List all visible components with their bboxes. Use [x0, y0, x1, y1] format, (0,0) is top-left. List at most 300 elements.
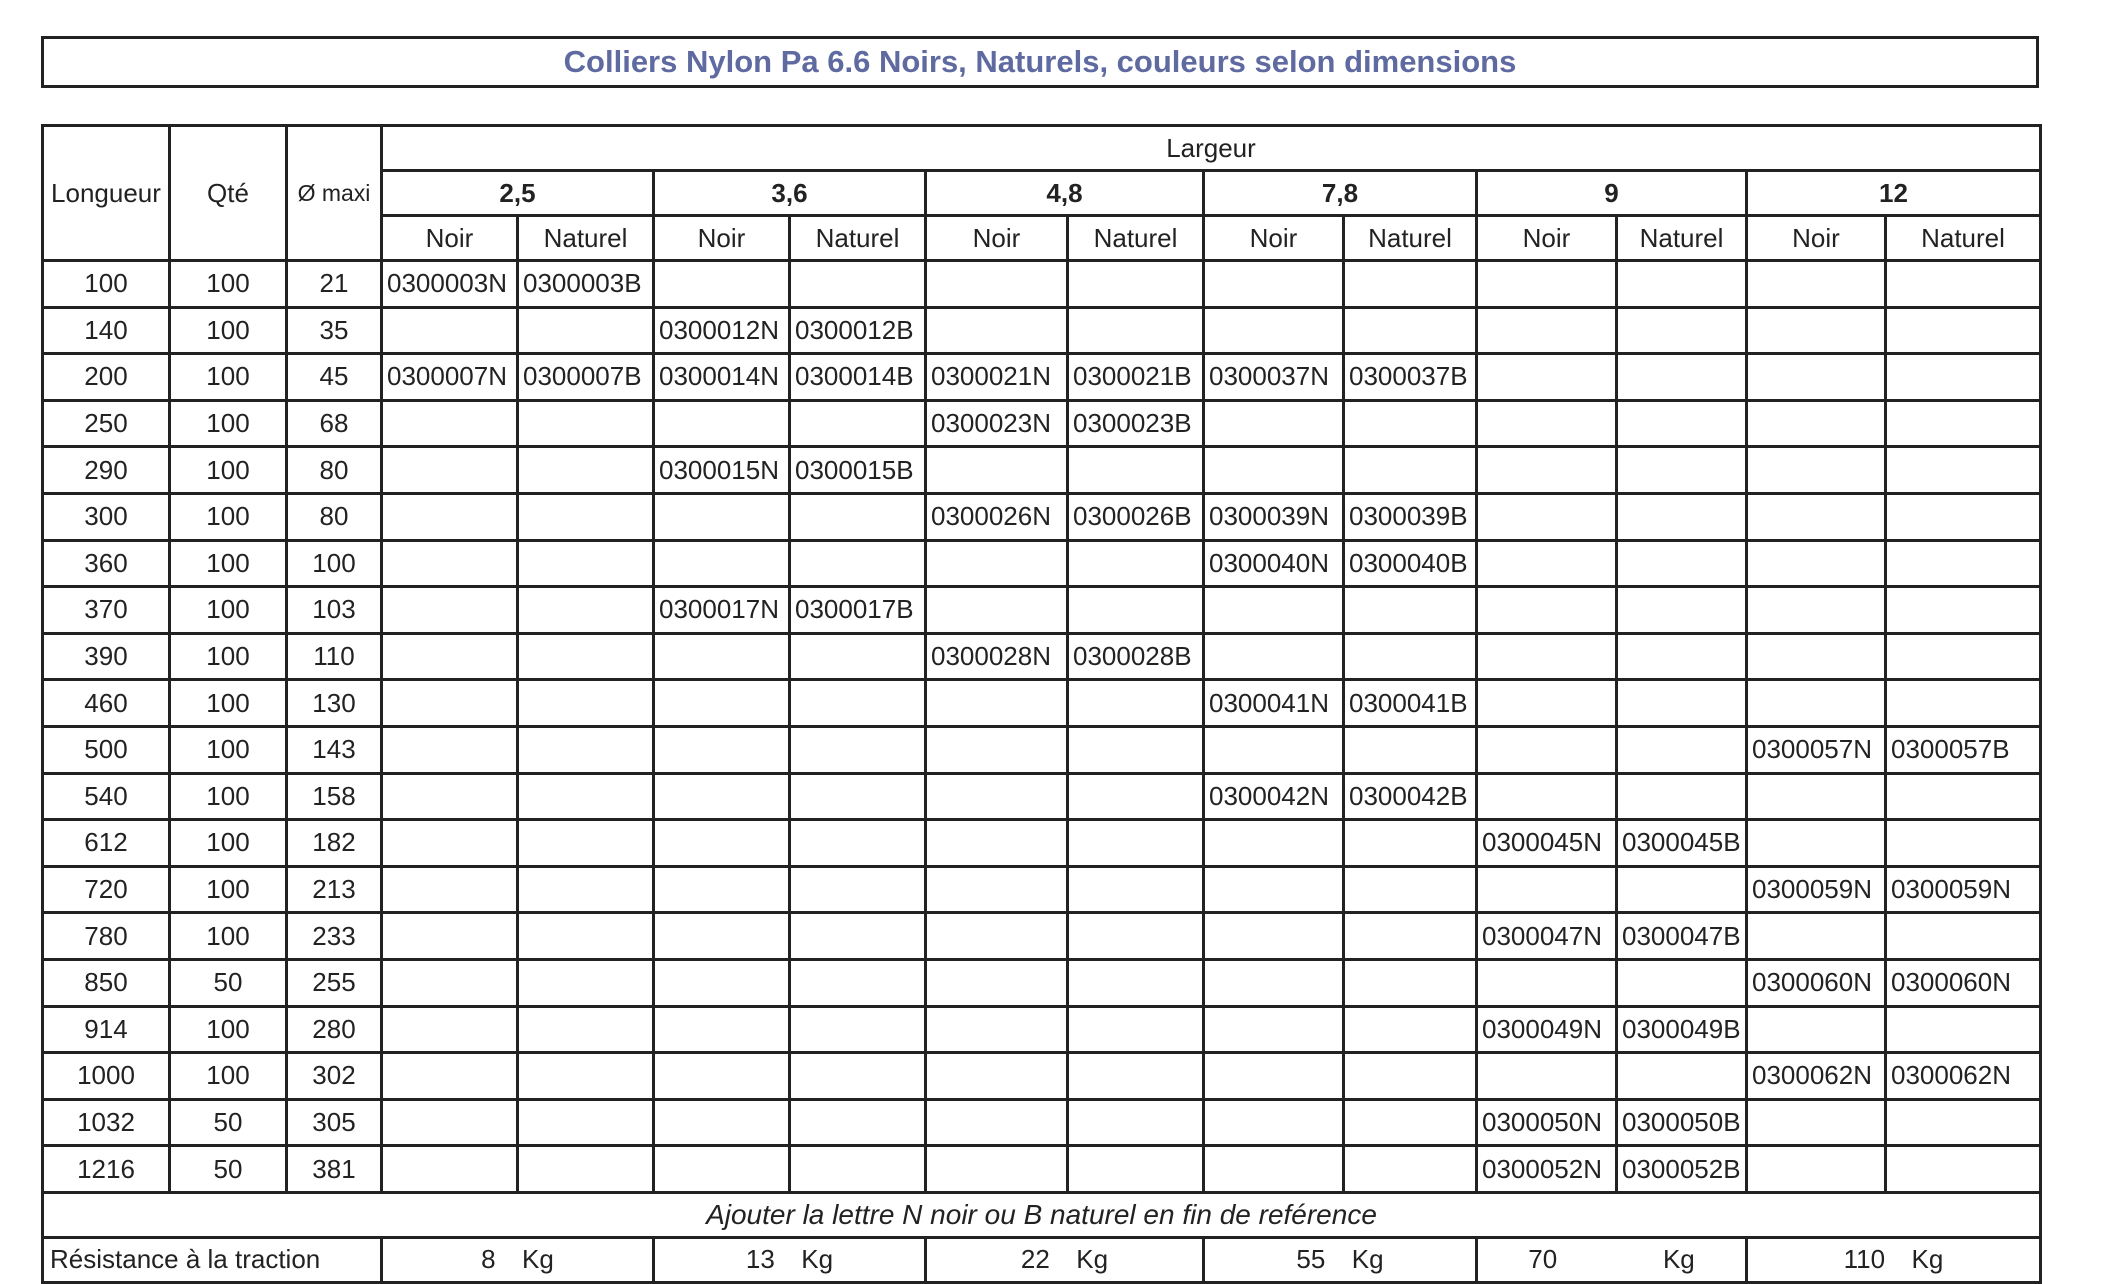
- cell-reference: 0300047B: [1617, 913, 1747, 960]
- cell-reference: [654, 493, 790, 540]
- cell-reference: 0300028B: [1068, 633, 1204, 680]
- cell-reference: [1204, 1146, 1344, 1193]
- cell-longueur: 140: [43, 307, 170, 354]
- table-row: [43, 959, 2041, 1006]
- header-qte: Qté: [170, 126, 287, 261]
- header-width: 4,8: [926, 171, 1204, 216]
- cell-reference: 0300039B: [1344, 493, 1477, 540]
- cell-reference: [1477, 680, 1617, 727]
- cell-reference: [518, 773, 654, 820]
- cell-reference: [1747, 540, 1886, 587]
- cell-reference: 0300007N: [382, 354, 518, 401]
- cell-reference: 0300062N: [1886, 1053, 2041, 1100]
- cell-reference: [518, 633, 654, 680]
- cell-reference: [1747, 587, 1886, 634]
- cell-diam: 130: [287, 680, 382, 727]
- cell-reference: [1747, 307, 1886, 354]
- cell-qte: 100: [170, 400, 287, 447]
- cell-reference: [1477, 493, 1617, 540]
- cell-reference: 0300037B: [1344, 354, 1477, 401]
- cell-longueur: 612: [43, 820, 170, 867]
- cell-reference: [1617, 680, 1747, 727]
- cell-reference: [790, 726, 926, 773]
- cell-reference: [654, 540, 790, 587]
- cell-reference: [790, 866, 926, 913]
- cell-reference: [518, 400, 654, 447]
- cell-reference: 0300062N: [1747, 1053, 1886, 1100]
- cell-reference: [926, 866, 1068, 913]
- cell-reference: [1068, 726, 1204, 773]
- cell-reference: [382, 773, 518, 820]
- cell-qte: 100: [170, 261, 287, 308]
- cell-diam: 103: [287, 587, 382, 634]
- cell-reference: [790, 400, 926, 447]
- resistance-value: 13 Kg: [654, 1237, 926, 1282]
- header-width: 7,8: [1204, 171, 1477, 216]
- table-row: [43, 1006, 2041, 1053]
- cell-reference: [1886, 773, 2041, 820]
- cell-reference: 0300028N: [926, 633, 1068, 680]
- cell-reference: [1204, 913, 1344, 960]
- table-row: [43, 307, 2041, 354]
- cell-reference: [1886, 400, 2041, 447]
- cell-qte: 100: [170, 820, 287, 867]
- cell-reference: [382, 820, 518, 867]
- cell-qte: 100: [170, 354, 287, 401]
- cell-reference: [790, 1146, 926, 1193]
- cell-qte: 100: [170, 307, 287, 354]
- table-row: [43, 493, 2041, 540]
- cell-longueur: 460: [43, 680, 170, 727]
- cell-qte: 100: [170, 913, 287, 960]
- cell-reference: 0300059N: [1886, 866, 2041, 913]
- cell-longueur: 914: [43, 1006, 170, 1053]
- cell-reference: [518, 1146, 654, 1193]
- cell-reference: [1344, 820, 1477, 867]
- cell-reference: [926, 1146, 1068, 1193]
- cell-reference: [1068, 820, 1204, 867]
- cell-reference: [790, 1053, 926, 1100]
- cell-reference: [1204, 866, 1344, 913]
- cell-reference: [1617, 1053, 1747, 1100]
- cell-reference: 0300040N: [1204, 540, 1344, 587]
- note-text: Ajouter la lettre N noir ou B naturel en fin de reférence: [43, 1192, 2041, 1237]
- cell-reference: [518, 307, 654, 354]
- cell-longueur: 1000: [43, 1053, 170, 1100]
- cell-reference: [1617, 587, 1747, 634]
- cell-reference: [518, 866, 654, 913]
- cell-reference: [1477, 1053, 1617, 1100]
- cell-reference: [382, 913, 518, 960]
- cell-reference: 0300050B: [1617, 1099, 1747, 1146]
- header-width: 9: [1477, 171, 1747, 216]
- cell-diam: 35: [287, 307, 382, 354]
- cell-longueur: 1032: [43, 1099, 170, 1146]
- cell-diam: 80: [287, 447, 382, 494]
- cell-reference: [382, 1146, 518, 1193]
- cell-reference: [1068, 587, 1204, 634]
- cell-reference: [382, 587, 518, 634]
- cell-qte: 100: [170, 587, 287, 634]
- cell-reference: [1344, 1006, 1477, 1053]
- cell-reference: [1617, 307, 1747, 354]
- cell-reference: [1886, 1006, 2041, 1053]
- cell-reference: [654, 680, 790, 727]
- cell-reference: 0300057N: [1747, 726, 1886, 773]
- cell-longueur: 780: [43, 913, 170, 960]
- cell-reference: [1617, 354, 1747, 401]
- cell-reference: [1886, 1146, 2041, 1193]
- cell-reference: [790, 261, 926, 308]
- header-color-noir: Noir: [654, 216, 790, 261]
- table-row: [43, 587, 2041, 634]
- cell-reference: [1477, 866, 1617, 913]
- cell-reference: [790, 959, 926, 1006]
- cell-qte: 100: [170, 680, 287, 727]
- cell-reference: [654, 820, 790, 867]
- cell-reference: [1204, 1099, 1344, 1146]
- cell-reference: 0300057B: [1886, 726, 2041, 773]
- resistance-value: 110 Kg: [1747, 1237, 2041, 1282]
- cell-reference: [1477, 959, 1617, 1006]
- cell-reference: 0300012N: [654, 307, 790, 354]
- cell-qte: 100: [170, 773, 287, 820]
- cell-reference: [1204, 307, 1344, 354]
- header-color-naturel: Naturel: [518, 216, 654, 261]
- cell-reference: [1344, 866, 1477, 913]
- cell-reference: [926, 307, 1068, 354]
- cell-reference: [1204, 633, 1344, 680]
- cell-reference: [1886, 447, 2041, 494]
- cell-diam: 255: [287, 959, 382, 1006]
- cell-reference: 0300003N: [382, 261, 518, 308]
- cell-diam: 182: [287, 820, 382, 867]
- cell-reference: [1344, 447, 1477, 494]
- cell-reference: [1068, 959, 1204, 1006]
- cell-reference: [518, 1006, 654, 1053]
- cell-longueur: 850: [43, 959, 170, 1006]
- table-row: [43, 773, 2041, 820]
- cell-reference: [1747, 633, 1886, 680]
- cell-reference: [1204, 587, 1344, 634]
- cell-reference: [382, 1099, 518, 1146]
- cell-reference: [1344, 1099, 1477, 1146]
- cell-longueur: 250: [43, 400, 170, 447]
- cell-reference: 0300026N: [926, 493, 1068, 540]
- cell-reference: [1617, 400, 1747, 447]
- cell-reference: [926, 773, 1068, 820]
- cell-reference: [790, 773, 926, 820]
- cell-reference: [1344, 1053, 1477, 1100]
- cell-reference: [654, 1099, 790, 1146]
- cell-reference: [1747, 493, 1886, 540]
- table-row: [43, 540, 2041, 587]
- diameter-label: maxi: [321, 179, 371, 206]
- cell-diam: 381: [287, 1146, 382, 1193]
- cell-reference: [518, 493, 654, 540]
- cell-reference: [1617, 633, 1747, 680]
- cell-reference: [1344, 261, 1477, 308]
- cell-reference: [1344, 633, 1477, 680]
- cell-reference: 0300045N: [1477, 820, 1617, 867]
- cell-reference: [1747, 913, 1886, 960]
- cell-qte: 100: [170, 1006, 287, 1053]
- cell-reference: 0300041B: [1344, 680, 1477, 727]
- cell-reference: [1204, 1006, 1344, 1053]
- cell-diam: 100: [287, 540, 382, 587]
- cell-qte: 100: [170, 1053, 287, 1100]
- cell-reference: [1747, 1099, 1886, 1146]
- cell-reference: [1477, 726, 1617, 773]
- cell-reference: [790, 633, 926, 680]
- cell-reference: [1204, 959, 1344, 1006]
- cell-reference: [1617, 540, 1747, 587]
- cell-reference: [1344, 400, 1477, 447]
- cell-reference: [1886, 354, 2041, 401]
- cell-reference: [790, 1006, 926, 1053]
- cell-reference: 0300045B: [1617, 820, 1747, 867]
- cell-qte: 50: [170, 1099, 287, 1146]
- cell-reference: [1617, 959, 1747, 1006]
- cell-longueur: 300: [43, 493, 170, 540]
- header-color-noir: Noir: [926, 216, 1068, 261]
- table-row: [43, 633, 2041, 680]
- cell-reference: [1344, 913, 1477, 960]
- header-color-naturel: Naturel: [790, 216, 926, 261]
- cell-reference: [1477, 773, 1617, 820]
- cell-reference: [1344, 726, 1477, 773]
- cell-reference: [1617, 447, 1747, 494]
- cell-reference: 0300015B: [790, 447, 926, 494]
- cell-reference: [1886, 1099, 2041, 1146]
- cell-reference: 0300050N: [1477, 1099, 1617, 1146]
- cell-reference: [382, 493, 518, 540]
- table-row: [43, 866, 2041, 913]
- header-color-naturel: Naturel: [1886, 216, 2041, 261]
- cell-reference: [1344, 1146, 1477, 1193]
- cell-reference: [926, 680, 1068, 727]
- resistance-value: 8 Kg: [382, 1237, 654, 1282]
- cell-reference: 0300042N: [1204, 773, 1344, 820]
- cell-qte: 100: [170, 633, 287, 680]
- cell-reference: [1068, 447, 1204, 494]
- cell-reference: [1747, 354, 1886, 401]
- cell-reference: [926, 587, 1068, 634]
- header-width: 12: [1747, 171, 2041, 216]
- cell-qte: 100: [170, 866, 287, 913]
- header-longueur: Longueur: [43, 126, 170, 261]
- cell-reference: [790, 820, 926, 867]
- cell-reference: [1068, 1006, 1204, 1053]
- document-title: Colliers Nylon Pa 6.6 Noirs, Naturels, couleurs selon dimensions: [563, 44, 1517, 79]
- table-row: [43, 1099, 2041, 1146]
- cell-reference: [654, 726, 790, 773]
- cell-qte: 50: [170, 959, 287, 1006]
- cell-diam: 280: [287, 1006, 382, 1053]
- reference-table: [41, 124, 2042, 1284]
- cell-reference: [518, 726, 654, 773]
- cell-reference: [654, 1146, 790, 1193]
- cell-reference: [654, 773, 790, 820]
- header-color-noir: Noir: [382, 216, 518, 261]
- cell-reference: [1617, 261, 1747, 308]
- cell-reference: [1204, 261, 1344, 308]
- cell-reference: [1747, 820, 1886, 867]
- cell-longueur: 370: [43, 587, 170, 634]
- table-row: [43, 726, 2041, 773]
- cell-reference: [1617, 866, 1747, 913]
- cell-longueur: 500: [43, 726, 170, 773]
- cell-reference: [1068, 913, 1204, 960]
- cell-reference: [1747, 447, 1886, 494]
- cell-longueur: 540: [43, 773, 170, 820]
- cell-reference: [926, 726, 1068, 773]
- cell-reference: [1068, 261, 1204, 308]
- header-color-noir: Noir: [1204, 216, 1344, 261]
- cell-reference: [518, 587, 654, 634]
- cell-reference: [1886, 913, 2041, 960]
- cell-reference: [926, 261, 1068, 308]
- cell-reference: 0300037N: [1204, 354, 1344, 401]
- cell-diam: 213: [287, 866, 382, 913]
- cell-reference: [1068, 540, 1204, 587]
- cell-reference: [382, 726, 518, 773]
- cell-reference: [1068, 307, 1204, 354]
- cell-reference: [1747, 773, 1886, 820]
- cell-reference: [1344, 959, 1477, 1006]
- cell-reference: [1344, 307, 1477, 354]
- cell-diam: 305: [287, 1099, 382, 1146]
- header-diam-maxi: [287, 126, 382, 261]
- cell-longueur: 720: [43, 866, 170, 913]
- table-row: [43, 913, 2041, 960]
- cell-qte: 100: [170, 447, 287, 494]
- cell-reference: 0300042B: [1344, 773, 1477, 820]
- cell-reference: [654, 913, 790, 960]
- cell-reference: [1477, 307, 1617, 354]
- cell-reference: [382, 400, 518, 447]
- cell-reference: 0300060N: [1886, 959, 2041, 1006]
- cell-reference: [654, 1006, 790, 1053]
- cell-reference: [1886, 820, 2041, 867]
- cell-reference: [382, 1006, 518, 1053]
- cell-reference: [654, 400, 790, 447]
- resistance-value: 55 Kg: [1204, 1237, 1477, 1282]
- header-color-noir: Noir: [1477, 216, 1617, 261]
- cell-reference: 0300026B: [1068, 493, 1204, 540]
- cell-diam: 158: [287, 773, 382, 820]
- cell-reference: 0300060N: [1747, 959, 1886, 1006]
- cell-reference: [518, 680, 654, 727]
- cell-reference: [1204, 400, 1344, 447]
- cell-reference: [382, 680, 518, 727]
- cell-reference: [1204, 726, 1344, 773]
- table-row: [43, 680, 2041, 727]
- cell-reference: [1477, 633, 1617, 680]
- cell-reference: [926, 959, 1068, 1006]
- cell-reference: 0300023B: [1068, 400, 1204, 447]
- cell-reference: [1068, 773, 1204, 820]
- cell-reference: 0300007B: [518, 354, 654, 401]
- cell-reference: [1886, 587, 2041, 634]
- cell-reference: [382, 866, 518, 913]
- cell-reference: [382, 307, 518, 354]
- cell-reference: [518, 959, 654, 1006]
- header-width: 3,6: [654, 171, 926, 216]
- cell-reference: [1617, 493, 1747, 540]
- cell-longueur: 200: [43, 354, 170, 401]
- cell-reference: [654, 633, 790, 680]
- cell-reference: [1886, 633, 2041, 680]
- cell-reference: [1886, 307, 2041, 354]
- cell-reference: [1477, 540, 1617, 587]
- cell-diam: 302: [287, 1053, 382, 1100]
- cell-diam: 80: [287, 493, 382, 540]
- diameter-symbol: Ø: [297, 179, 316, 206]
- cell-reference: [926, 820, 1068, 867]
- cell-qte: 100: [170, 493, 287, 540]
- cell-reference: [926, 540, 1068, 587]
- cell-reference: [1204, 1053, 1344, 1100]
- cell-reference: [1477, 261, 1617, 308]
- resistance-value: 70 Kg: [1477, 1237, 1747, 1282]
- cell-reference: [654, 1053, 790, 1100]
- header-width: 2,5: [382, 171, 654, 216]
- cell-longueur: 390: [43, 633, 170, 680]
- cell-reference: 0300039N: [1204, 493, 1344, 540]
- cell-longueur: 1216: [43, 1146, 170, 1193]
- cell-reference: [382, 633, 518, 680]
- cell-diam: 233: [287, 913, 382, 960]
- header-color-naturel: Naturel: [1068, 216, 1204, 261]
- cell-reference: 0300017B: [790, 587, 926, 634]
- cell-qte: 50: [170, 1146, 287, 1193]
- cell-reference: 0300041N: [1204, 680, 1344, 727]
- cell-reference: 0300052B: [1617, 1146, 1747, 1193]
- cell-reference: [518, 1053, 654, 1100]
- cell-reference: [1068, 680, 1204, 727]
- cell-reference: 0300040B: [1344, 540, 1477, 587]
- table-row: [43, 354, 2041, 401]
- cell-qte: 100: [170, 540, 287, 587]
- cell-reference: [518, 820, 654, 867]
- cell-reference: [1886, 261, 2041, 308]
- cell-reference: [518, 913, 654, 960]
- cell-reference: 0300014N: [654, 354, 790, 401]
- cell-reference: [382, 540, 518, 587]
- cell-reference: [654, 959, 790, 1006]
- cell-reference: 0300023N: [926, 400, 1068, 447]
- cell-diam: 110: [287, 633, 382, 680]
- cell-reference: 0300052N: [1477, 1146, 1617, 1193]
- cell-reference: [1747, 680, 1886, 727]
- cell-reference: [926, 1006, 1068, 1053]
- cell-reference: [1747, 1006, 1886, 1053]
- header-largeur: Largeur: [382, 126, 2041, 171]
- cell-reference: 0300049B: [1617, 1006, 1747, 1053]
- cell-diam: 21: [287, 261, 382, 308]
- table-row: [43, 400, 2041, 447]
- cell-reference: [1204, 820, 1344, 867]
- cell-reference: 0300015N: [654, 447, 790, 494]
- cell-reference: [1068, 1146, 1204, 1193]
- cell-reference: 0300047N: [1477, 913, 1617, 960]
- cell-reference: [1204, 447, 1344, 494]
- cell-reference: 0300021N: [926, 354, 1068, 401]
- cell-reference: [382, 959, 518, 1006]
- cell-diam: 68: [287, 400, 382, 447]
- cell-reference: [654, 261, 790, 308]
